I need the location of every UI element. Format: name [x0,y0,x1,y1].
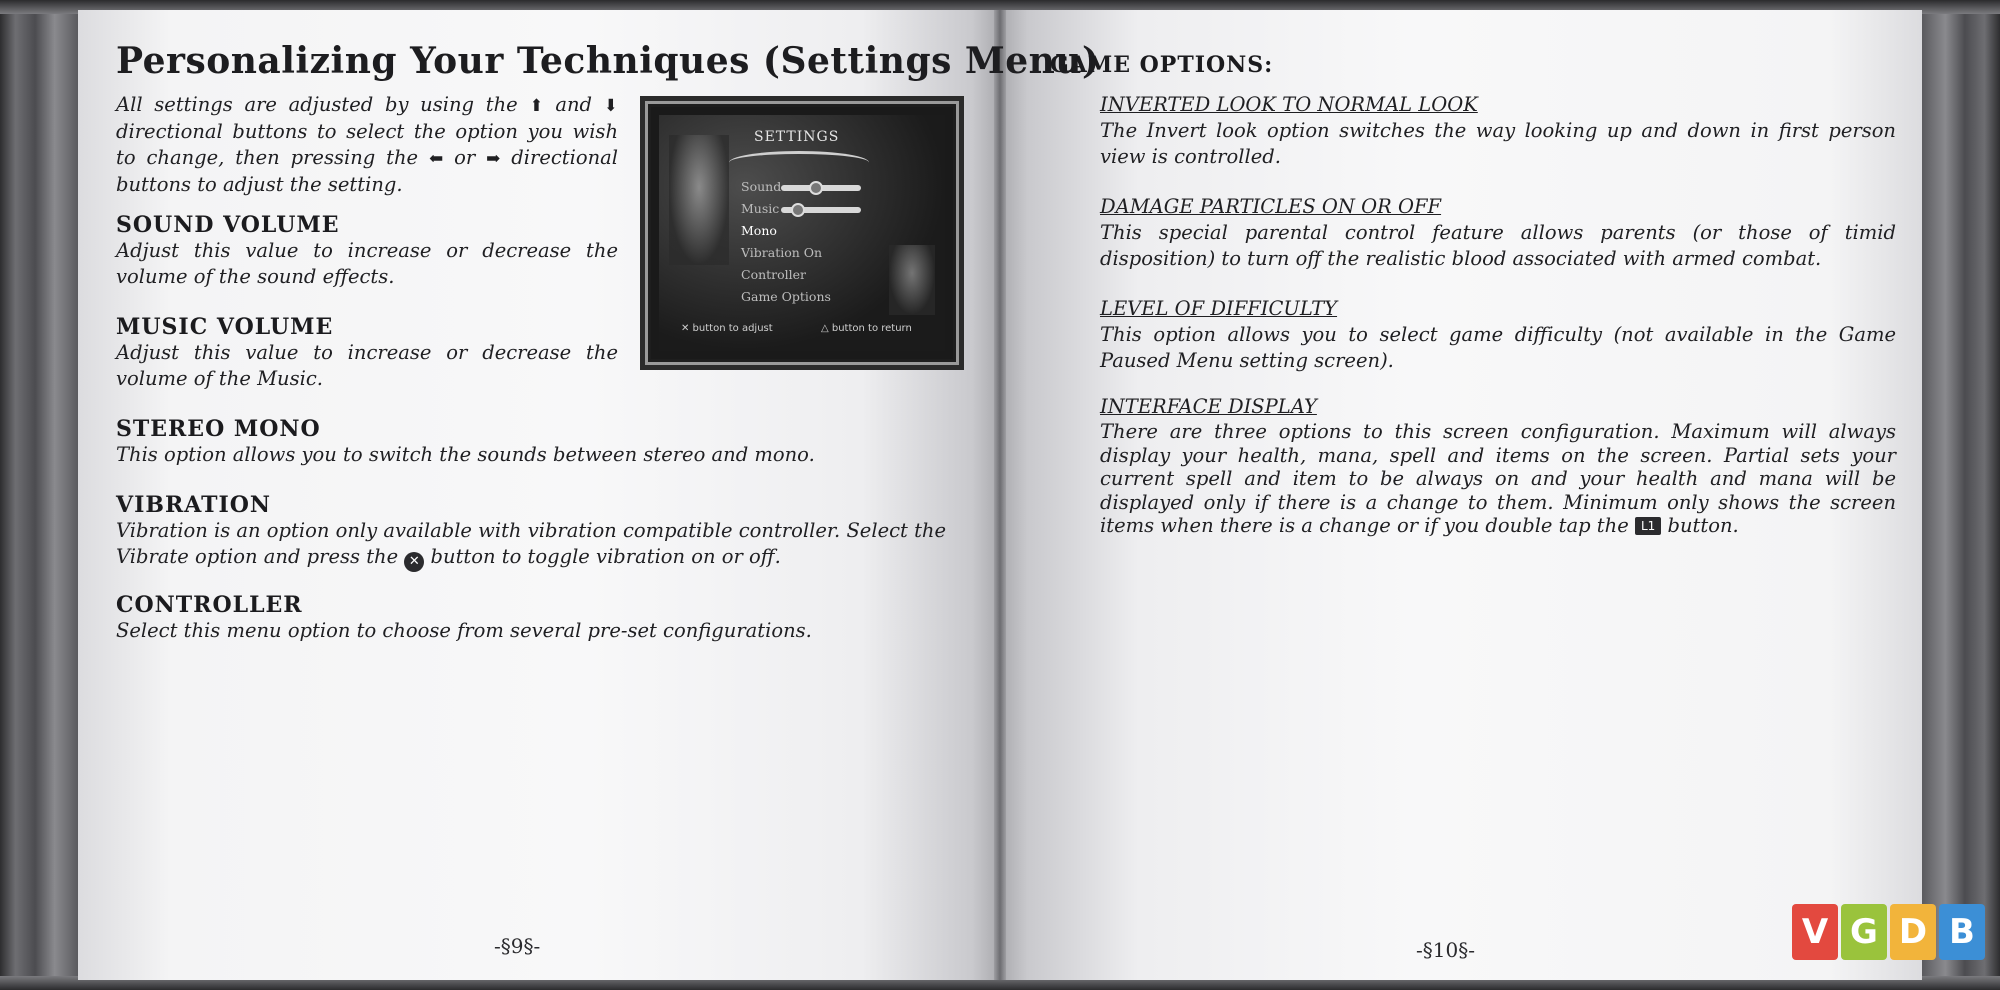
screenshot-title: SETTINGS [754,129,840,145]
menu-item-music: Music [741,201,780,216]
page-number-right: -§10§- [1416,938,1475,962]
vgdb-logo [1792,904,1985,960]
up-arrow-icon: ⬆ [529,96,544,116]
section-damage-particles [1100,194,1896,272]
l1-button-icon: L1 [1635,517,1661,535]
section-subheading: LEVEL OF DIFFICULTY [1100,297,1338,320]
page-number-left: -§9§- [494,934,541,958]
right-border [1922,0,2000,990]
footer-adjust-hint: ✕ button to adjust [681,323,773,334]
section-text: This option allows you to select game difficulty (not available in the Game Paused Menu setting screen). [1100,323,1896,372]
section-subheading: DAMAGE PARTICLES ON OR OFF [1100,195,1442,218]
section-sound-volume [116,212,618,290]
section-text: Adjust this value to increase or decrease the volume of the Music. [116,341,618,390]
logo-letter: V [1792,904,1838,960]
intro-or: or [454,146,476,169]
menu-item-mono: Mono [741,223,777,238]
section-subheading: INVERTED LOOK TO NORMAL LOOK [1100,93,1478,116]
sound-slider-knob [809,181,823,195]
logo-letter: B [1939,904,1985,960]
intro-text-3: directional buttons to adjust the setting. [116,146,619,196]
section-stereo-mono [116,416,976,468]
section-controller [116,592,976,644]
section-heading: VIBRATION [116,492,272,518]
section-heading: SOUND VOLUME [116,212,340,238]
screenshot-image [659,115,945,351]
section-difficulty [1100,296,1896,374]
section-text [116,518,964,572]
vibration-text-2: button to toggle vibration on or off. [430,545,781,568]
left-border [0,0,78,990]
game-options-heading: GAME OPTIONS: [1050,52,1274,78]
section-heading: MUSIC VOLUME [116,314,334,340]
section-subheading: INTERFACE DISPLAY [1100,395,1317,418]
section-heading: CONTROLLER [116,592,303,618]
right-arrow-icon: ➡ [486,149,501,169]
character-figure [889,245,935,315]
menu-item-controller: Controller [741,267,807,282]
music-slider-knob [791,203,805,217]
section-inverted-look [1100,92,1896,170]
section-text: Select this menu option to choose from several pre-set configurations. [116,619,812,642]
section-text: This option allows you to switch the sounds between stereo and mono. [116,443,815,466]
menu-item-vibration: Vibration On [741,245,823,260]
vibration-text-1: Vibration is an option only available with vibration compatible controller. Select the Vibrate option and press the [116,519,947,568]
section-text: Adjust this value to increase or decrease the volume of the sound effects. [116,239,618,288]
character-figure [669,135,729,265]
intro-paragraph [116,92,618,198]
settings-screenshot [640,96,964,370]
title-ornament [729,151,869,174]
cross-button-icon: ✕ [404,552,424,572]
intro-text-2: directional buttons to select the option you wish to change, then pressing the [116,120,618,169]
section-music-volume [116,314,618,392]
page-gutter [994,10,1006,980]
menu-item-sound: Sound [741,179,782,194]
section-vibration [116,492,964,572]
interface-text-2: button. [1667,514,1739,537]
interface-text-1: There are three options to this screen configuration. Maximum will always display your health, mana, spell and items on the screen. Partial sets your current spell and item to be always on and your health and mana will be displayed only if there is a change to them. Minimum only shows the screen items when there is a change or if you double tap the [1100,420,1896,537]
logo-letter: G [1841,904,1887,960]
section-interface-display [1100,394,1896,538]
menu-item-game-options: Game Options [741,289,831,304]
section-text [1100,420,1896,538]
logo-letter: D [1890,904,1936,960]
down-arrow-icon: ⬇ [603,96,618,116]
section-text: This special parental control feature allows parents (or those of timid disposition) to turn off the realistic blood associated with armed combat. [1100,221,1896,270]
intro-text-1: All settings are adjusted by using the [116,93,518,116]
section-text: The Invert look option switches the way looking up and down in first person view is controlled. [1100,119,1896,168]
footer-return-hint: △ button to return [821,323,912,334]
section-heading: STEREO MONO [116,416,321,442]
intro-and: and [555,93,593,116]
left-arrow-icon: ⬅ [429,149,444,169]
page-title: Personalizing Your Techniques (Settings Menu) [116,40,1100,82]
